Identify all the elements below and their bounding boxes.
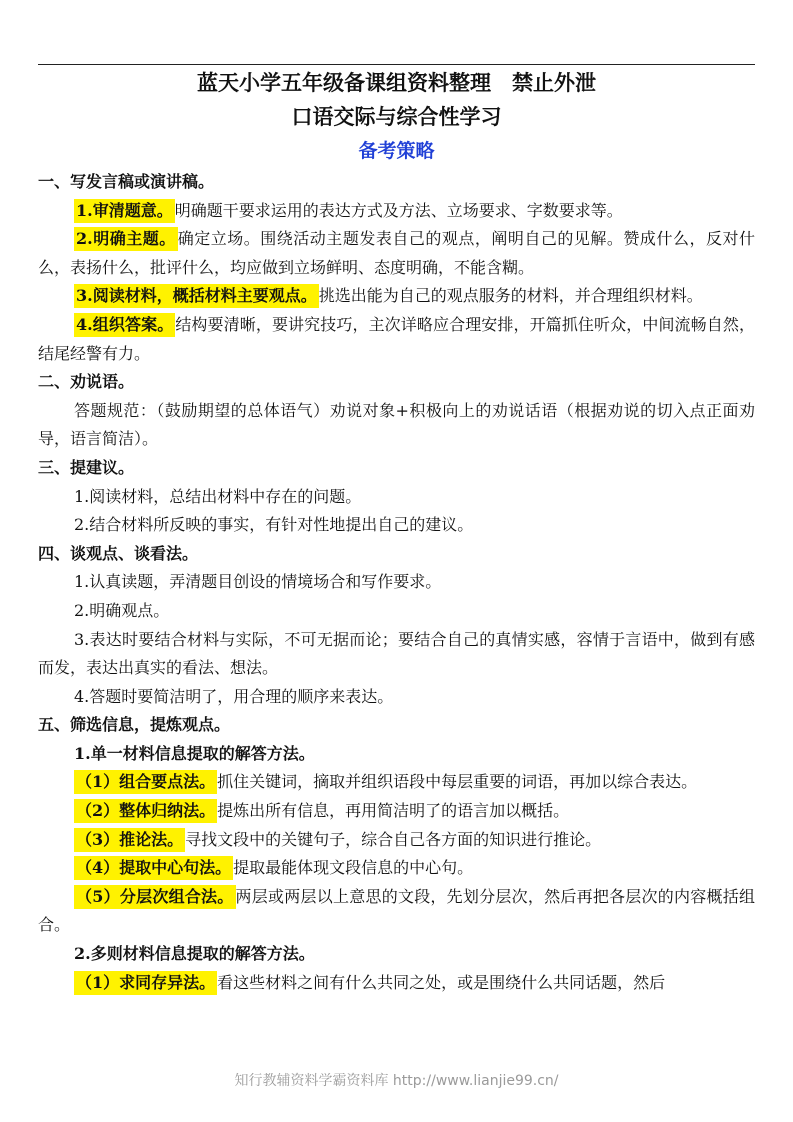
- paragraph-text: 挑选出能为自己的观点服务的材料，并合理组织材料。: [318, 286, 703, 306]
- highlighted-method: （1）组合要点法。: [74, 770, 217, 794]
- paragraph: [38, 826, 755, 855]
- paragraph-text: 结构要清晰，要讲究技巧，主次详略应合理安排，开篇抓住听众，中间流畅自然，结尾经警有力。: [38, 314, 755, 363]
- paragraph: 2.明确观点。: [74, 600, 170, 620]
- paragraph: 4.答题时要简洁明了，用合理的顺序来表达。: [74, 686, 394, 706]
- document-page: [38, 66, 755, 997]
- paragraph-text: 确定立场。围绕活动主题发表自己的观点，阐明自己的见解。赞成什么，反对什么，表扬什么，批评什么，均应做到立场鲜明、态度明确，不能含糊。: [38, 229, 755, 277]
- highlighted-step: 4.组织答案。: [74, 313, 175, 337]
- paragraph: 2.结合材料所反映的事实，有针对性地提出自己的建议。: [74, 515, 474, 535]
- section-heading-5: 五、筛选信息，提炼观点。: [38, 715, 231, 735]
- paragraph-text: 寻找文段中的关键句子，综合自己各方面的知识进行推论。: [185, 829, 602, 849]
- paragraph-text: 看这些材料之间有什么共同之处，或是围绕什么共同话题，然后: [217, 972, 666, 992]
- paragraph: [38, 225, 755, 282]
- top-rule: [38, 64, 755, 65]
- paragraph: [38, 883, 755, 940]
- highlighted-method: （1）求同存异法。: [74, 971, 217, 995]
- paragraph-text: 抓住关键词，摘取并组织语段中每层重要的词语，再加以综合表达。: [217, 772, 698, 792]
- section-heading-2: 二、劝说语。: [38, 372, 135, 392]
- subheading: 1.单一材料信息提取的解答方法。: [74, 743, 315, 763]
- paragraph: [38, 282, 755, 311]
- paragraph: [38, 969, 755, 998]
- highlighted-method: （2）整体归纳法。: [74, 799, 217, 823]
- footer-watermark: 知行教辅资料学霸资料库 http://www.lianjie99.cn/: [234, 1073, 559, 1089]
- highlighted-step: 1.审清题意。: [74, 199, 175, 223]
- section-heading-1: 一、写发言稿或演讲稿。: [38, 172, 215, 191]
- paragraph: 1.阅读材料，总结出材料中存在的问题。: [74, 486, 362, 506]
- section-heading-3: 三、提建议。: [38, 457, 135, 477]
- section-title: 备考策略: [358, 140, 435, 162]
- paragraph: 3.表达时要结合材料与实际，不可无据而论；要结合自己的真情实感，容情于言语中，做到有感而发，表达出真实的看法、想法。: [38, 629, 755, 678]
- paragraph: [38, 197, 755, 226]
- paragraph: [38, 797, 755, 826]
- document-subtitle: 口语交际与综合性学习: [291, 104, 502, 129]
- paragraph: [38, 854, 755, 883]
- highlighted-step: 3.阅读材料，概括材料主要观点。: [74, 284, 319, 308]
- highlighted-method: （3）推论法。: [74, 828, 185, 852]
- paragraph: 1.认真读题，弄清题目创设的情境场合和写作要求。: [74, 572, 442, 592]
- paragraph-text: 提炼出所有信息，再用简洁明了的语言加以概括。: [217, 801, 570, 821]
- subheading: 2.多则材料信息提取的解答方法。: [74, 944, 315, 964]
- highlighted-step: 2.明确主题。: [74, 227, 178, 251]
- paragraph: [38, 311, 755, 368]
- paragraph: 答题规范：（鼓励期望的总体语气）劝说对象+积极向上的劝说话语（根据劝说的切入点正面劝导，语言简洁）。: [38, 400, 755, 449]
- paragraph-text: 两层或两层以上意思的文段，先划分层次，然后再把各层次的内容概括组合。: [38, 886, 755, 935]
- paragraph-text: 明确题干要求运用的表达方式及方法、立场要求、字数要求等。: [174, 200, 623, 220]
- highlighted-method: （5）分层次组合法。: [74, 885, 236, 909]
- paragraph: [38, 768, 755, 797]
- highlighted-method: （4）提取中心句法。: [74, 856, 233, 880]
- document-title: 蓝天小学五年级备课组资料整理 禁止外泄: [197, 70, 596, 95]
- section-heading-4: 四、谈观点、谈看法。: [38, 543, 199, 563]
- paragraph-text: 提取最能体现文段信息的中心句。: [233, 858, 474, 878]
